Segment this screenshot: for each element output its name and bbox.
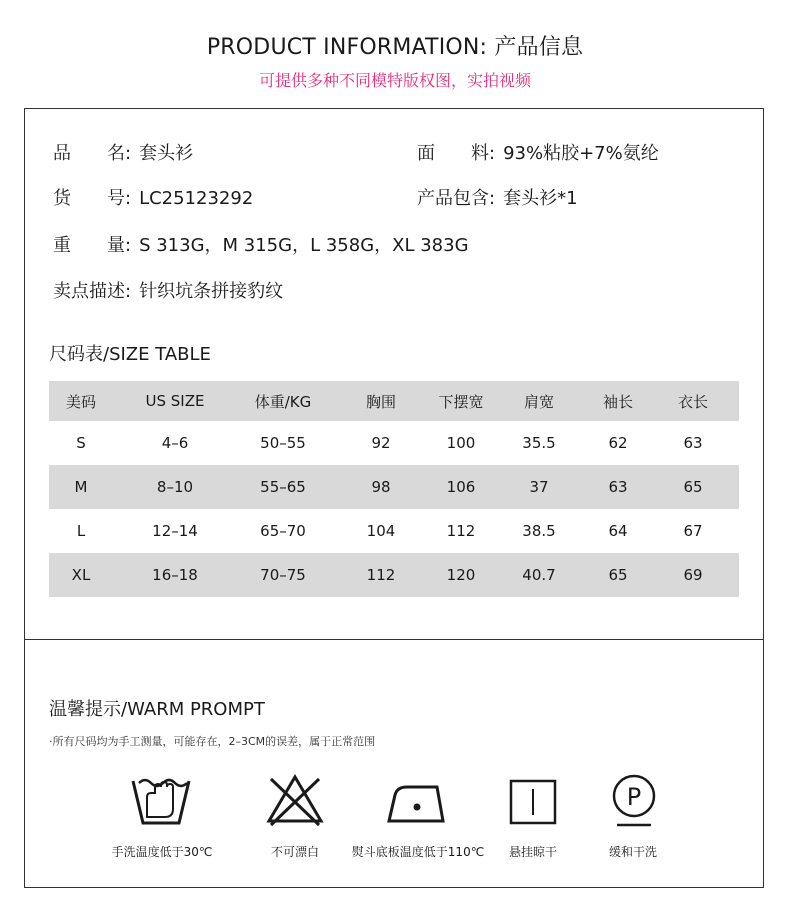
warm-prompt-title: 温馨提示/WARM PROMPT	[49, 699, 265, 720]
table-cell: 100	[446, 434, 476, 452]
no-bleach-icon	[265, 773, 325, 827]
page-title: PRODUCT INFORMATION: 产品信息	[206, 35, 584, 60]
table-row	[49, 553, 739, 597]
info-selling	[53, 277, 283, 303]
table-cell: M	[74, 478, 88, 496]
iron-low-icon	[387, 777, 447, 825]
product-info-panel	[24, 108, 764, 888]
info-name	[53, 139, 193, 165]
care-label-iron: 熨斗底板温度低于110℃	[351, 845, 485, 859]
header-cell: 衣长	[677, 392, 708, 411]
info-selling-label: 卖点描述:	[53, 281, 132, 302]
table-cell: 65–70	[260, 522, 306, 540]
table-cell: 40.7	[522, 566, 556, 584]
header-cell: 美码	[65, 392, 96, 411]
size-table	[49, 381, 739, 597]
header-cell: US SIZE	[145, 392, 205, 410]
table-cell: 112	[366, 566, 396, 584]
dry-clean-p-icon	[611, 773, 657, 829]
table-cell: 120	[446, 566, 476, 584]
info-fabric-label: 面 料:	[417, 143, 496, 164]
care-label-dry-clean: 缓和干洗	[608, 845, 657, 859]
table-cell: 50–55	[260, 434, 306, 452]
table-cell: 4–6	[161, 434, 189, 452]
header-cell: 肩宽	[523, 392, 554, 411]
table-cell: 35.5	[522, 434, 556, 452]
info-name-label: 品 名:	[53, 143, 132, 164]
section-divider	[25, 639, 763, 640]
table-cell: 16–18	[152, 566, 198, 584]
header-cell: 下摆宽	[438, 392, 484, 411]
table-cell: 67	[683, 522, 703, 540]
table-cell: 70–75	[260, 566, 306, 584]
info-weight-value: S 313G，M 315G，L 358G，XL 383G	[139, 235, 469, 256]
info-sku	[53, 184, 253, 210]
measurement-note: ·所有尺码均为手工测量，可能存在，2–3CM的误差，属于正常范围	[49, 735, 376, 748]
info-sku-value: LC25123292	[139, 188, 254, 209]
info-package-label: 产品包含:	[417, 188, 496, 209]
table-cell: 98	[371, 478, 391, 496]
header-cell: 胸围	[365, 392, 396, 411]
table-row	[49, 465, 739, 509]
info-weight-label: 重 量:	[53, 235, 132, 256]
info-fabric	[417, 139, 659, 165]
info-sku-label: 货 号:	[53, 188, 132, 209]
size-table-header	[49, 381, 739, 421]
table-cell: 65	[683, 478, 703, 496]
table-cell: 37	[529, 478, 549, 496]
page-subtitle: 可提供多种不同模特版权图，实拍视频	[258, 71, 531, 90]
header-cell: 袖长	[602, 392, 633, 411]
table-cell: 63	[608, 478, 628, 496]
care-label-no-bleach: 不可漂白	[270, 845, 319, 859]
table-cell: 62	[608, 434, 628, 452]
care-label-hand-wash: 手洗温度低于30℃	[111, 845, 213, 859]
table-cell: L	[76, 522, 86, 540]
info-package	[417, 184, 578, 210]
table-row	[49, 421, 739, 465]
table-cell: 55–65	[260, 478, 306, 496]
table-cell: 38.5	[522, 522, 556, 540]
size-table-title: 尺码表/SIZE TABLE	[49, 344, 211, 365]
table-cell: 8–10	[156, 478, 194, 496]
info-weight	[53, 231, 469, 257]
info-selling-value: 针织坑条拼接豹纹	[139, 281, 284, 302]
header-cell: 体重/KG	[254, 392, 312, 411]
table-row	[49, 509, 739, 553]
table-cell: 69	[683, 566, 703, 584]
table-cell: 65	[608, 566, 628, 584]
table-cell: XL	[71, 566, 91, 584]
info-name-value: 套头衫	[139, 143, 194, 164]
hand-wash-icon	[129, 773, 193, 827]
info-fabric-value: 93%粘胶+7%氨纶	[503, 143, 659, 164]
table-cell: 92	[371, 434, 391, 452]
table-cell: 64	[608, 522, 628, 540]
table-cell: S	[76, 434, 86, 452]
table-cell: 12–14	[152, 522, 198, 540]
table-cell: 106	[446, 478, 476, 496]
table-cell: 63	[683, 434, 703, 452]
svg-text:P: P	[626, 783, 642, 811]
table-cell: 112	[446, 522, 476, 540]
hang-dry-icon	[509, 779, 557, 825]
care-label-hang-dry: 悬挂晾干	[508, 845, 557, 859]
info-package-value: 套头衫*1	[503, 188, 578, 209]
table-cell: 104	[366, 522, 396, 540]
